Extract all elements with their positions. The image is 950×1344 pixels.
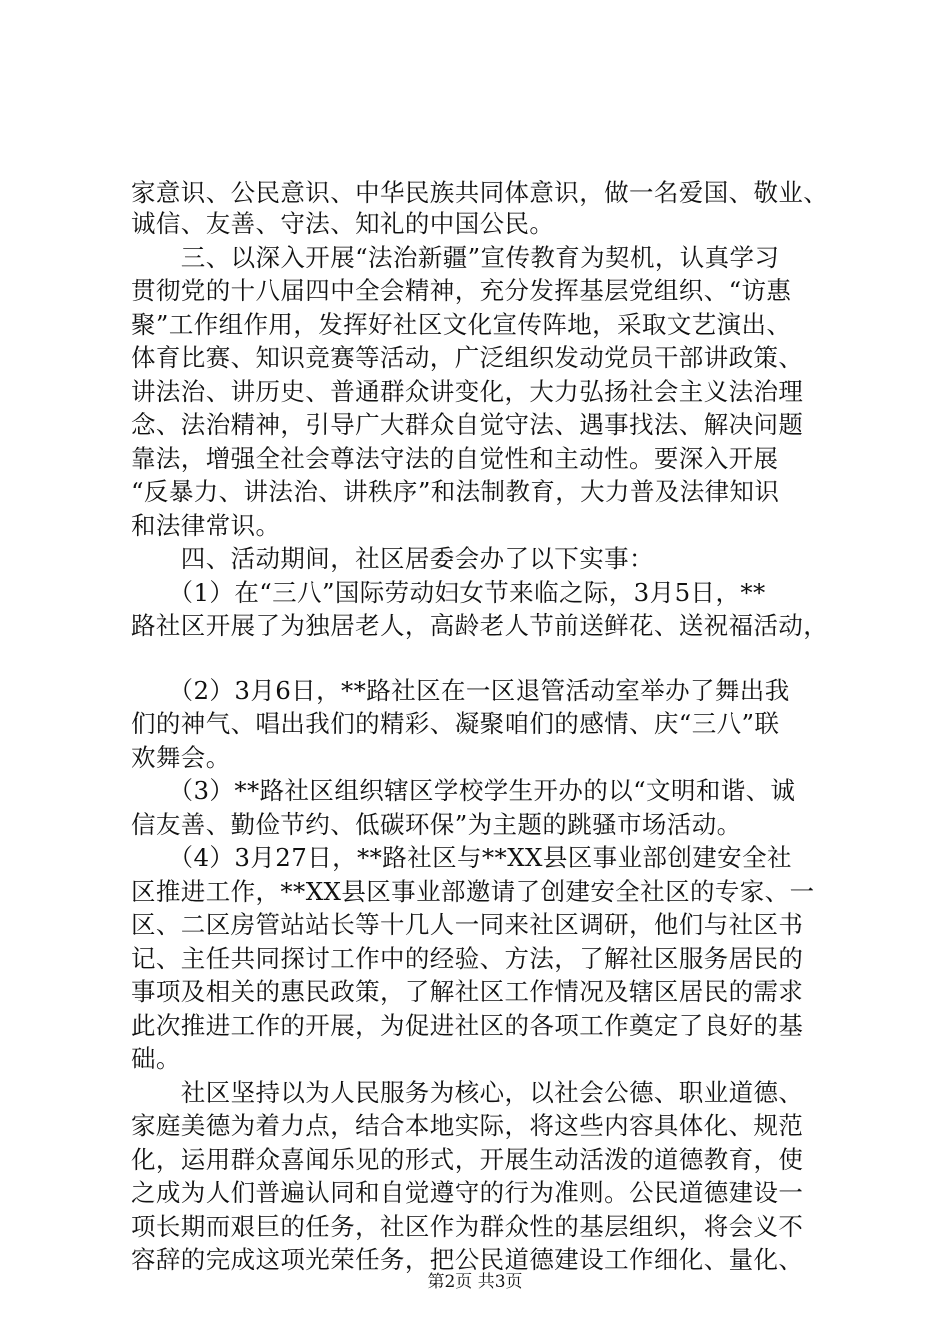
text-line: 容辞的完成这项光荣任务，把公民道德建设工作细化、量化、 — [131, 1245, 804, 1274]
text-line: （4）3月27日，**路社区与**XX县区事业部创建安全社 — [131, 843, 792, 872]
text-line: 贯彻党的十八届四中全会精神，充分发挥基层党组织、“访惠 — [131, 276, 792, 305]
text-line: 化，运用群众喜闻乐见的形式，开展生动活泼的道德教育，使 — [131, 1145, 804, 1174]
text-line: “反暴力、讲法治、讲秩序”和法制教育，大力普及法律知识 — [131, 477, 780, 506]
text-line: 项长期而艰巨的任务，社区作为群众性的基层组织，将会义不 — [131, 1212, 804, 1241]
text-line: 靠法，增强全社会尊法守法的自觉性和主动性。要深入开展 — [131, 444, 779, 473]
text-line: 此次推进工作的开展，为促进社区的各项工作奠定了良好的基 — [131, 1011, 804, 1040]
text-line: 讲法治、讲历史、普通群众讲变化，大力弘扬社会主义法治理 — [131, 377, 804, 406]
text-line: 体育比赛、知识竞赛等活动，广泛组织发动党员干部讲政策、 — [131, 343, 804, 372]
text-line: 社区坚持以为人民服务为核心，以社会公德、职业道德、 — [131, 1078, 804, 1107]
text-line: （3）**路社区组织辖区学校学生开办的以“文明和谐、诚 — [131, 776, 796, 805]
text-line: （1）在“三八”国际劳动妇女节来临之际，3月5日，** — [131, 578, 766, 607]
text-line: 诚信、友善、守法、知礼的中国公民。 — [131, 209, 555, 238]
text-line: 欢舞会。 — [131, 743, 231, 772]
text-line: 事项及相关的惠民政策，了解社区工作情况及辖区居民的需求 — [131, 977, 804, 1006]
text-line: 区、二区房管站站长等十几人一同来社区调研，他们与社区书 — [131, 910, 804, 939]
text-line: 聚”工作组作用，发挥好社区文化宣传阵地，采取文艺演出、 — [131, 310, 792, 339]
text-line: 和法律常识。 — [131, 511, 281, 540]
text-line: 三、以深入开展“法治新疆”宣传教育为契机，认真学习 — [131, 243, 780, 272]
text-line: 信友善、勤俭节约、低碳环保”为主题的跳骚市场活动。 — [131, 810, 742, 839]
text-line: 念、法治精神，引导广大群众自觉守法、遇事找法、解决问题 — [131, 410, 804, 439]
text-line: （2）3月6日，**路社区在一区退管活动室举办了舞出我 — [131, 676, 790, 705]
text-line: 记、主任共同探讨工作中的经验、方法，了解社区服务居民的 — [131, 944, 804, 973]
text-line: 础。 — [131, 1044, 181, 1073]
page-number-footer: 第2页 共3页 — [427, 1272, 523, 1292]
text-line: 路社区开展了为独居老人，高龄老人节前送鲜花、送祝福活动， — [131, 611, 829, 640]
text-line: 四、活动期间，社区居委会办了以下实事： — [131, 544, 654, 573]
text-line: 家庭美德为着力点，结合本地实际，将这些内容具体化、规范 — [131, 1111, 804, 1140]
text-line: 家意识、公民意识、中华民族共同体意识，做一名爱国、敬业、 — [131, 178, 829, 207]
text-line: 们的神气、唱出我们的精彩、凝聚咱们的感情、庆“三八”联 — [131, 709, 780, 738]
text-line: 之成为人们普遍认同和自觉遵守的行为准则。公民道德建设一 — [131, 1178, 804, 1207]
text-line: 区推进工作，**XX县区事业部邀请了创建安全社区的专家、一 — [131, 877, 815, 906]
